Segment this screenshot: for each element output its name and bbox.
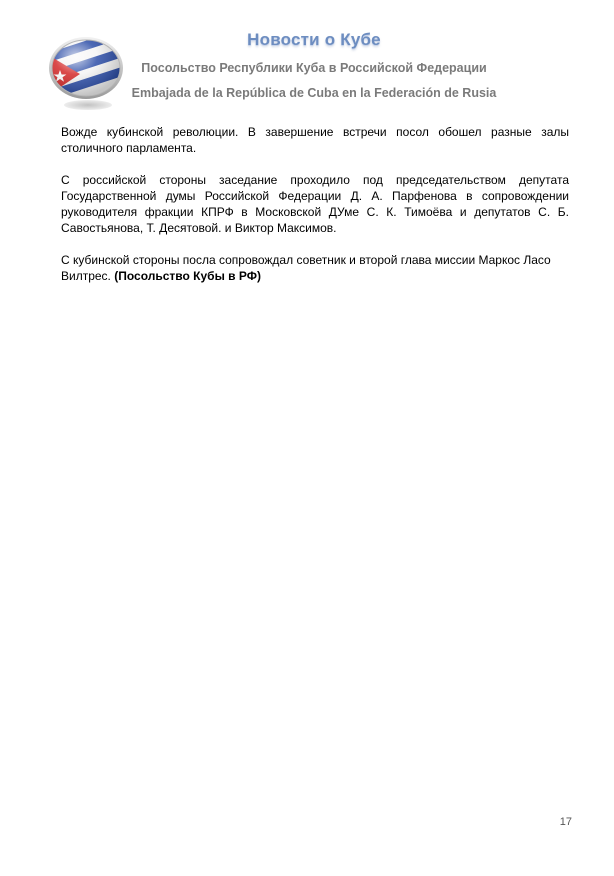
- embassy-name-russian: Посольство Республики Куба в Российской Федерации: [141, 61, 487, 75]
- page-title: Новости о Кубе: [247, 30, 381, 49]
- embassy-name-spanish: Embajada de la República de Cuba en la Federación de Rusia: [131, 86, 497, 100]
- article-body: [61, 124, 569, 300]
- paragraph: Вожде кубинской революции. В завершение встречи посол обошел разные залы столичного парламента.: [61, 125, 569, 155]
- paragraph-with-source: [61, 252, 569, 284]
- paragraph: С российской стороны заседание проходило под председательством депутата Государственной думы Российской Федерации Д. А. Парфенова в сопровождении руководителя фракции КПРФ в Московской ДУме С. К. Тимоёва и депутатов С. Б. Савостьянова, Т. Десятовой. и Виктор Максимов.: [61, 173, 569, 235]
- page-number: 17: [559, 816, 572, 828]
- logo-shadow: [64, 100, 112, 110]
- page-header: [0, 0, 614, 110]
- source-attribution: (Посольство Кубы в РФ): [114, 269, 261, 283]
- paragraph-text: С кубинской стороны посла сопровождал советник и второй глава миссии Маркос Ласо Вилтрес.: [61, 253, 551, 283]
